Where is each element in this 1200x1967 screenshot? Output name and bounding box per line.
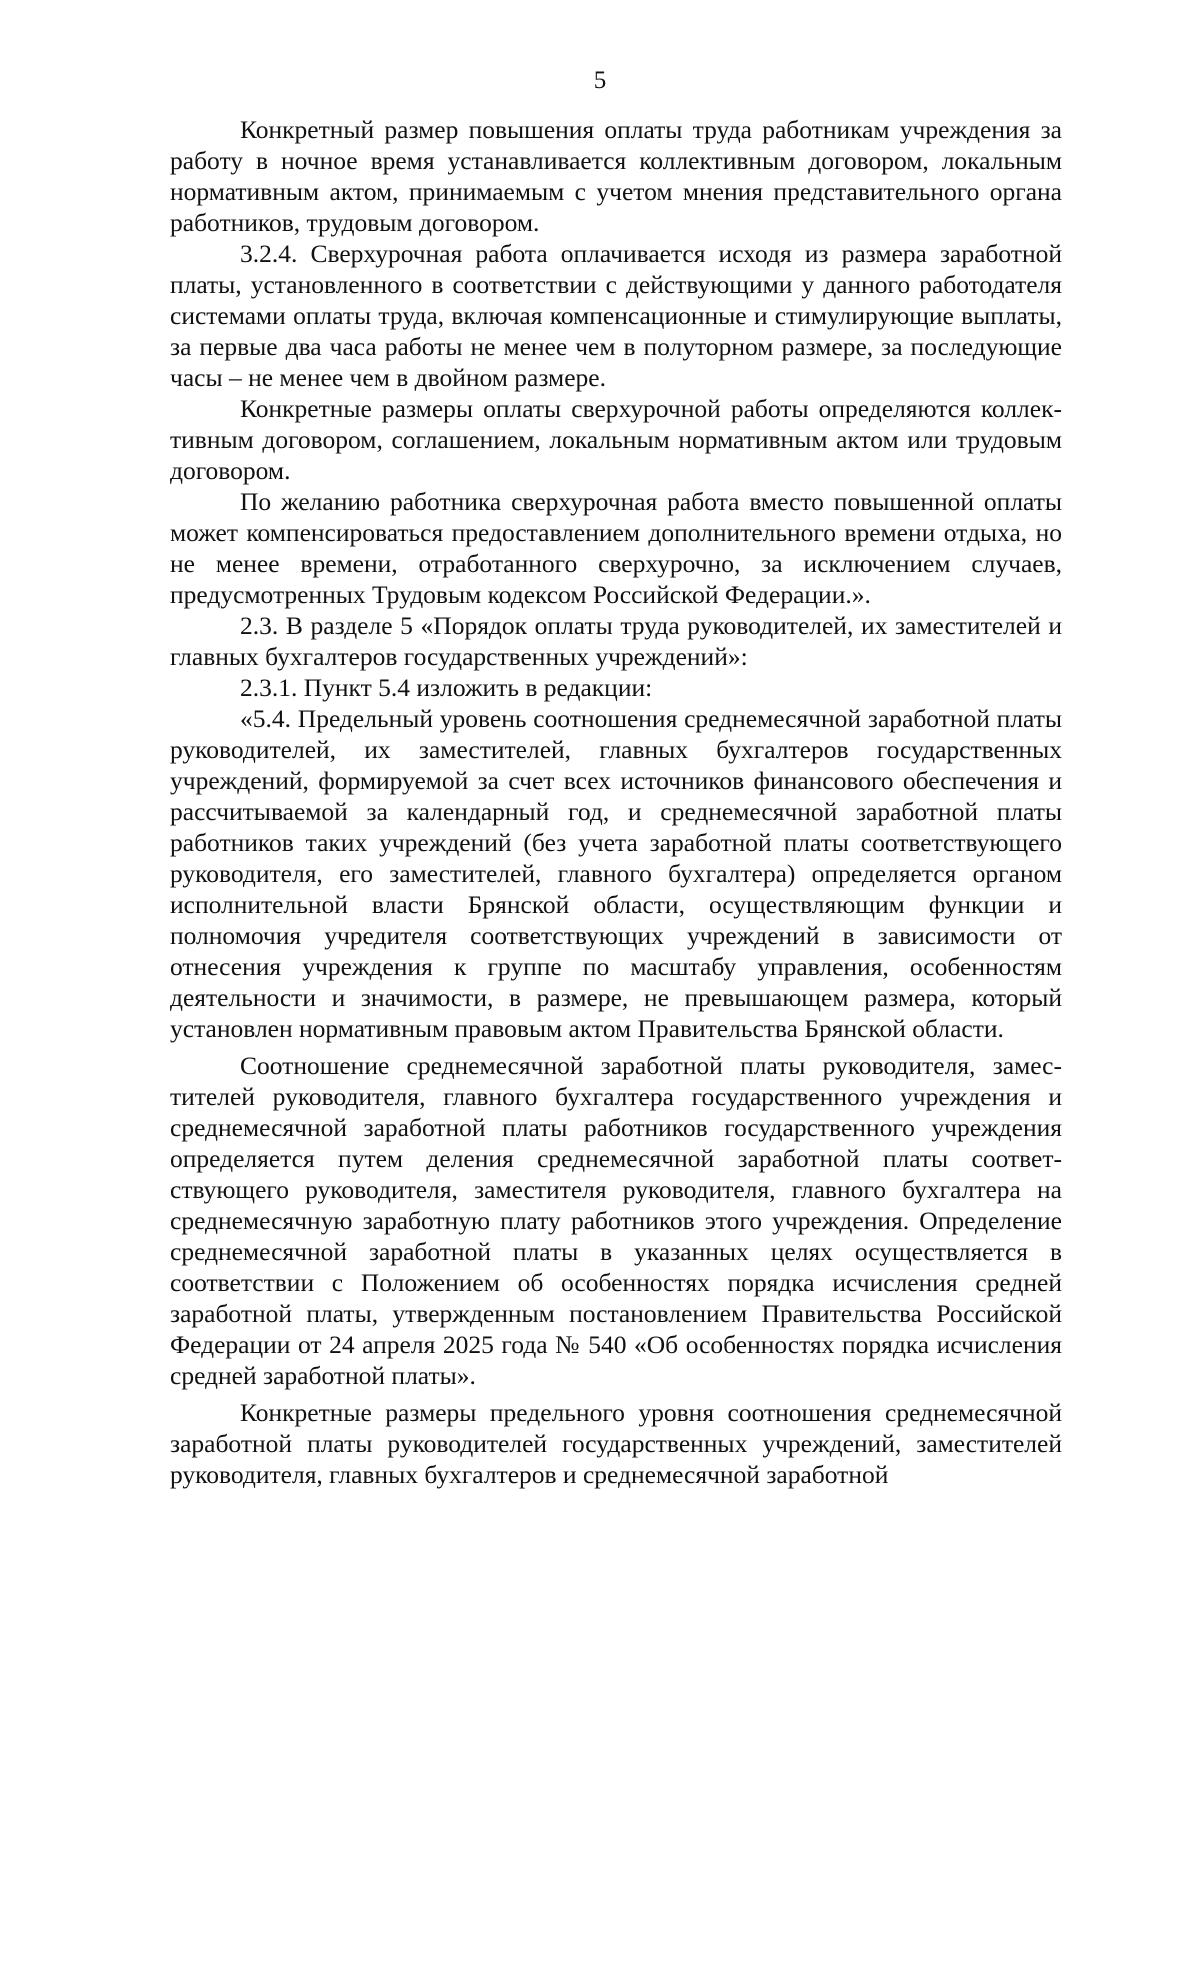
- page-number: 5: [593, 67, 607, 94]
- paragraph-salary-ratio: Соотношение среднемесячной заработной платы руководителя, заместителей руководителя, главного бухгалтера государственного учреждения и среднемесячной заработной платы работников государственного учреждения определяется путем деления среднемесячной заработной платы соответствующего руководителя, заместителя руководителя, главного бухгалтера на среднемесячную заработную плату работников этого учреждения. Определение среднемесячной заработной платы в указанных целях осуществляется в соответствии с Положением об особенностях порядка исчисления средней заработной платы, утвержденным постановлением Правительства Российской Федерации от 24 апреля 2025 года № 540 «Об особенностях порядка исчисления средней заработной платы».: [170, 1051, 1062, 1390]
- paragraph-overtime-rest: По желанию работника сверхурочная работа вместо повышенной оплаты может компенсироваться предоставлением дополнительного времени отдыха, но не менее времени, отработанного сверхурочно, за исключением случаев, предусмотренных Трудовым кодексом Российской Федерации.».: [170, 487, 1062, 609]
- paragraph-overtime-sizes: Конкретные размеры оплаты сверхурочной работы определяются коллективным договором, соглашением, локальным нормативным актом или трудовым договором.: [170, 394, 1062, 485]
- document-body: [170, 114, 1062, 1490]
- paragraph-5-4-limit: «5.4. Предельный уровень соотношения среднемесячной заработной платы руководителей, их заместителей, главных бухгалтеров государственных учреждений, формируемой за счет всех источников финансового обеспечения и рассчитываемой за календарный год, и среднемесячной заработной платы работников таких учреждений (без учета заработной платы соответствующего руководителя, его заместителей, главного бухгалтера) определяется органом исполнительной власти Брянской области, осуществляющим функции и полномочия учредителя соответствующих учреждений в зависимости от отнесения учреждения к группе по масштабу управления, особенностям деятельности и значимости, в размере, не превышающем размера, который установлен нормативным правовым актом Правительства Брянской области.: [170, 704, 1062, 1043]
- paragraph-2-3-section-5: 2.3. В разделе 5 «Порядок оплаты труда руководителей, их заместителей и главных бухгалтеров государственных учреждений»:: [170, 611, 1062, 671]
- paragraph-limit-sizes: Конкретные размеры предельного уровня соотношения среднемесячной заработной платы руководителей государственных учреждений, заместителей руководителя, главных бухгалтеров и среднемесячной заработной: [170, 1398, 1062, 1489]
- paragraph-2-3-1: 2.3.1. Пункт 5.4 изложить в редакции:: [240, 673, 653, 702]
- paragraph-3-2-4-overtime: 3.2.4. Сверхурочная работа оплачивается исходя из размера заработной платы, установленного в соответствии с действующими у данного работодателя системами оплаты труда, включая компенсационные и стимулирующие выплаты, за первые два часа работы не менее чем в полуторном размере, за последующие часы – не менее чем в двойном размере.: [170, 239, 1062, 392]
- paragraph-night-work-pay: Конкретный размер повышения оплаты труда работникам учреждения за работу в ночное время устанавливается коллективным договором, локальным нормативным актом, принимаемым с учетом мнения представительного органа работников, трудовым договором.: [170, 115, 1062, 237]
